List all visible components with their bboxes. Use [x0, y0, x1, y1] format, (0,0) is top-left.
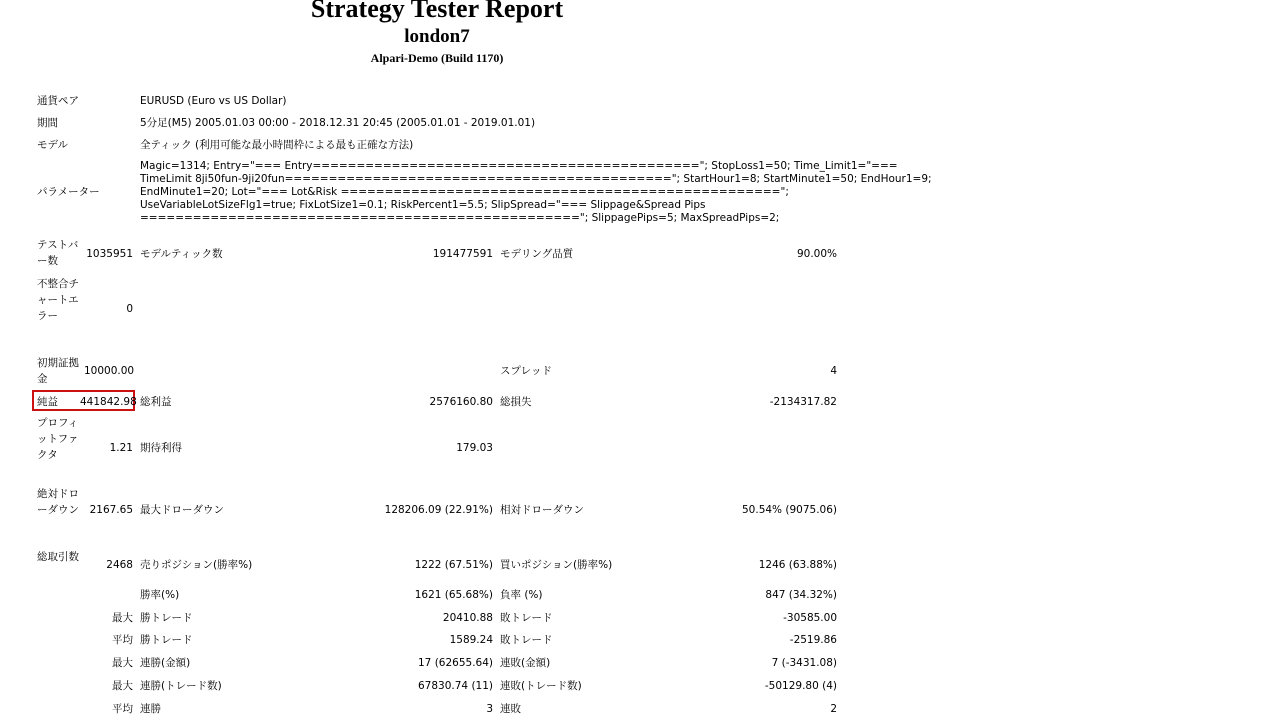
- abs-drawdown-value: 2167.65: [89, 504, 133, 516]
- symbol-label: 通貨ペア: [37, 95, 79, 107]
- avg-cons-win-label: 連勝: [140, 703, 161, 715]
- max-win-value: 20410.88: [442, 612, 493, 624]
- period-label: 期間: [37, 117, 58, 129]
- net-profit-value: 441842.98: [80, 396, 137, 408]
- avg-prefix: 平均: [112, 703, 133, 715]
- avg-loss-label: 敗トレード: [500, 634, 553, 646]
- rel-drawdown-value: 50.54% (9075.06): [742, 504, 837, 516]
- max-loss-label: 敗トレード: [500, 612, 553, 624]
- model-value: 全ティック (利用可能な最小時間枠による最も正確な方法): [140, 139, 414, 151]
- win-rate-label: 勝率(%): [140, 589, 180, 601]
- gross-profit-value: 2576160.80: [429, 396, 493, 408]
- period-value: 5分足(M5) 2005.01.03 00:00 - 2018.12.31 20:45 (2005.01.01 - 2019.01.01): [140, 117, 536, 129]
- model-label: モデル: [37, 139, 68, 151]
- params-value: Magic=1314; Entry="=== Entry============================================"; StopLoss1=50; Time_Limit1="=== TimeLimit 8ji50fun-9ji20fun============================================"; StartHour1=8; StartMinute1=50; EndHour1=9; EndMinute1=20; Lot="=== Lot&Risk =================================================="; UseVariableLotSizeFlg1=true; FixLotSize1=0.1; RiskPercent1=5.5; SlipSpread="=== Slippage&Spread Pips =================================================="; SlippagePips=5; MaxSpreadPips=2;: [140, 160, 932, 224]
- deposit-value: 10000.00: [84, 365, 135, 377]
- max-cons-loss-count-value: -50129.80 (4): [764, 680, 837, 692]
- bars-label: テストバー数: [37, 239, 79, 267]
- ticks-value: 191477591: [432, 248, 493, 260]
- rel-drawdown-label: 相対ドローダウン: [500, 504, 584, 516]
- max-drawdown-value: 128206.09 (22.91%): [384, 504, 493, 516]
- server-build: Alpari-Demo (Build 1170): [370, 51, 504, 65]
- avg-win-label: 勝トレード: [140, 634, 193, 646]
- max-cons-loss-amount-value: 7 (-3431.08): [771, 657, 837, 669]
- ticks-label: モデルティック数: [140, 248, 223, 260]
- report-title: Strategy Tester Report: [310, 0, 564, 23]
- spread-label: スプレッド: [500, 365, 552, 377]
- max-cons-win-count-value: 67830.74 (11): [418, 680, 493, 692]
- loss-rate-label: 負率 (%): [500, 589, 543, 601]
- avg-cons-loss-label: 連敗: [500, 703, 521, 715]
- total-trades-label: 総取引数: [37, 551, 79, 563]
- max-cons-win-count-label: 連勝(トレード数): [140, 680, 222, 692]
- gross-loss-value: -2134317.82: [769, 396, 837, 408]
- spread-value: 4: [830, 365, 837, 377]
- avg-prefix: 平均: [112, 634, 133, 646]
- abs-drawdown-label: 絶対ドローダウン: [37, 488, 79, 516]
- long-positions-value: 1246 (63.88%): [758, 559, 837, 571]
- expected-payoff-label: 期待利得: [140, 442, 182, 454]
- win-rate-value: 1621 (65.68%): [414, 589, 493, 601]
- max-prefix: 最大: [112, 612, 133, 624]
- max-loss-value: -30585.00: [783, 612, 837, 624]
- expert-name: london7: [404, 26, 470, 47]
- max-cons-win-amount-value: 17 (62655.64): [418, 657, 493, 669]
- avg-loss-value: -2519.86: [789, 634, 837, 646]
- symbol-value: EURUSD (Euro vs US Dollar): [140, 95, 287, 107]
- params-label: パラメーター: [37, 186, 100, 198]
- loss-rate-value: 847 (34.32%): [765, 589, 837, 601]
- max-prefix: 最大: [112, 680, 133, 692]
- expected-payoff-value: 179.03: [456, 442, 493, 454]
- net-profit-label: 純益: [37, 396, 58, 408]
- mismatch-label: 不整合チャートエラー: [37, 278, 79, 322]
- max-prefix: 最大: [112, 657, 133, 669]
- max-cons-win-amount-label: 連勝(金額): [140, 657, 191, 669]
- long-positions-label: 買いポジション(勝率%): [500, 559, 613, 571]
- max-cons-loss-count-label: 連敗(トレード数): [500, 680, 582, 692]
- avg-cons-loss-value: 2: [830, 703, 837, 715]
- mismatch-value: 0: [126, 303, 133, 315]
- max-win-label: 勝トレード: [140, 612, 193, 624]
- quality-value: 90.00%: [796, 248, 837, 260]
- profit-factor-value: 1.21: [109, 442, 133, 454]
- gross-loss-label: 総損失: [500, 396, 532, 408]
- total-trades-value: 2468: [106, 559, 133, 571]
- short-positions-value: 1222 (67.51%): [414, 559, 493, 571]
- quality-label: モデリング品質: [500, 248, 574, 260]
- bars-value: 1035951: [86, 248, 133, 260]
- short-positions-label: 売りポジション(勝率%): [140, 559, 253, 571]
- max-drawdown-label: 最大ドローダウン: [140, 504, 224, 516]
- profit-factor-label: プロフィットファクタ: [37, 417, 79, 461]
- max-cons-loss-amount-label: 連敗(金額): [500, 657, 551, 669]
- deposit-label: 初期証拠金: [37, 357, 79, 385]
- avg-win-value: 1589.24: [449, 634, 493, 646]
- avg-cons-win-value: 3: [486, 703, 493, 715]
- gross-profit-label: 総利益: [140, 396, 172, 408]
